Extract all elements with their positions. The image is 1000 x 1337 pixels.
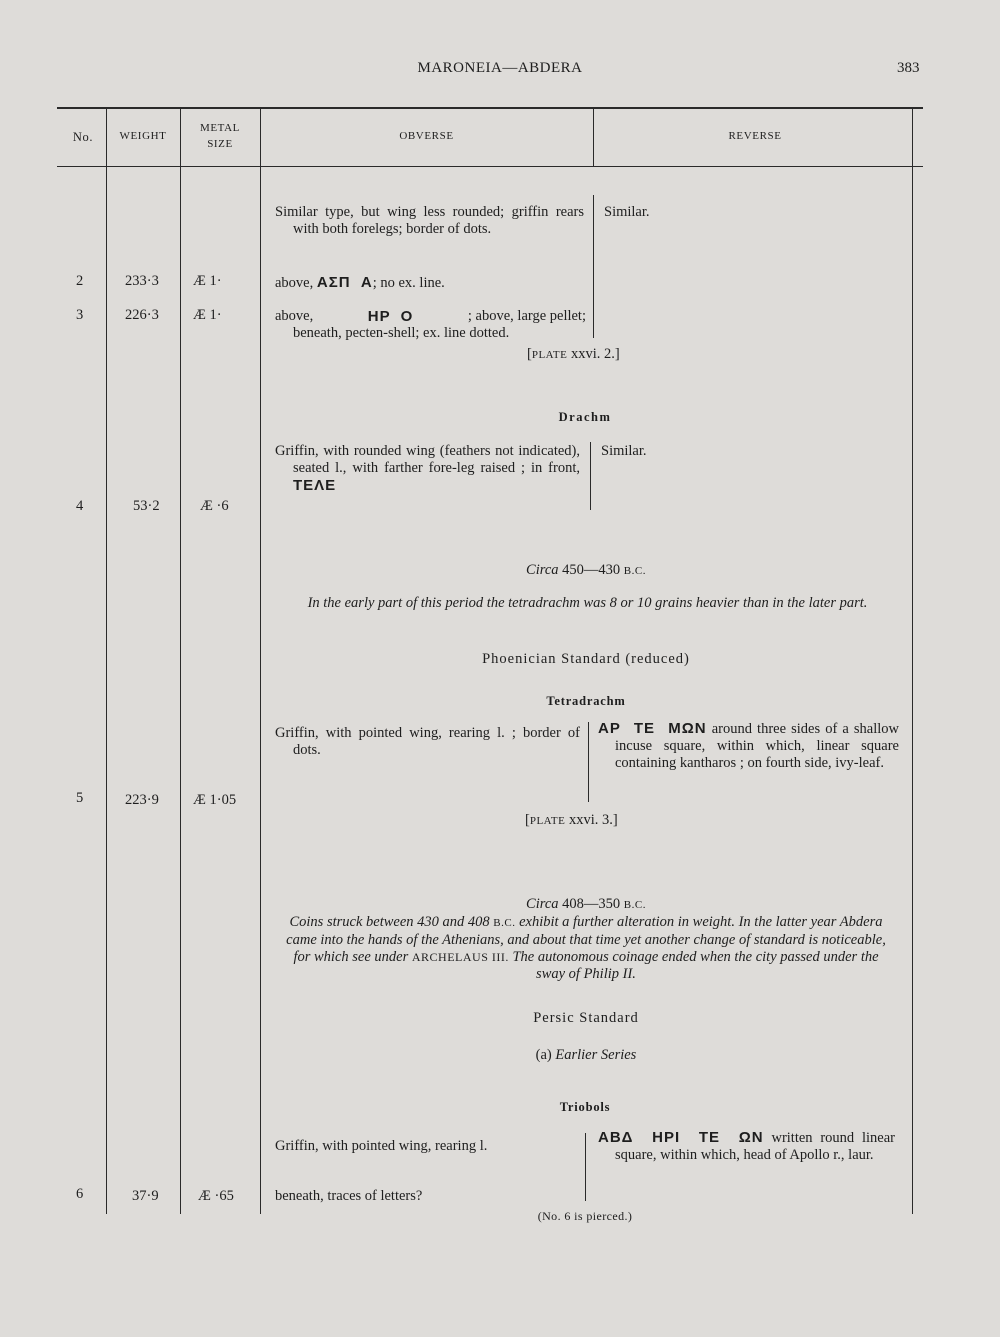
- section-heading-triobols: Triobols: [559, 1100, 611, 1114]
- col-header-obverse: OBVERSE: [399, 130, 454, 142]
- standard-phoenician: Phoenician Standard (reduced): [482, 651, 690, 667]
- row-3-obverse-pre: above,: [275, 308, 314, 324]
- col-divider-no: [106, 108, 107, 1214]
- row-6-weight: 37·9: [132, 1188, 159, 1204]
- row-3-weight: 226·3: [125, 307, 159, 323]
- entry-1-reverse: Similar.: [604, 204, 650, 220]
- row-2-obverse-post: ; no ex. line.: [372, 275, 445, 291]
- row-6-obverse-1: Griffin, with pointed wing, rearing l.: [275, 1138, 488, 1154]
- plate-bracket: [: [525, 812, 530, 828]
- row-5-reverse-text: around three sides of a shallow incuse square, within which, linear square containing kantharos ; on fourth side, ivy-leaf.: [615, 721, 899, 771]
- page-title: MARONEIA—ABDERA: [417, 60, 583, 76]
- row-4-weight: 53·2: [133, 498, 160, 514]
- col-divider-weight: [180, 108, 181, 1214]
- row-4-reverse: Similar.: [601, 443, 647, 459]
- row-6-obverse-2: beneath, traces of letters?: [275, 1188, 423, 1204]
- col-divider-right-edge: [912, 108, 913, 1214]
- row-6-reverse: [598, 1129, 896, 1164]
- row-5-legend: AP TE MΩN: [598, 720, 707, 737]
- page-number: 383: [897, 60, 920, 76]
- section-note-450: In the early part of this period the tetradrachm was 8 or 10 grains heavier than in the later part.: [307, 595, 868, 611]
- row-4-divider: [590, 442, 591, 510]
- standard-persic: Persic Standard: [533, 1010, 639, 1026]
- circa-label: Circa: [526, 562, 559, 578]
- plate-number: xxvi. 2.]: [567, 346, 620, 362]
- row-5-number: 5: [76, 790, 84, 806]
- row-3-obverse-line2: beneath, pecten-shell; ex. line dotted.: [293, 325, 510, 341]
- row-3-legend: HP O: [367, 308, 414, 325]
- row-2-weight: 233·3: [125, 273, 159, 289]
- row-4-obverse-text: Griffin, with rounded wing (feathers not indicated), seated l., with farther fore-leg raised ; in front,: [275, 443, 580, 476]
- note-name: ARCHELAUS III.: [411, 950, 509, 964]
- row-2-number: 2: [76, 273, 84, 289]
- plate-label: PLATE: [529, 815, 566, 827]
- row-3-plate-ref: [527, 346, 620, 364]
- col-header-reverse: REVERSE: [728, 130, 782, 142]
- row-6-divider: [585, 1133, 586, 1201]
- row-4-number: 4: [76, 498, 84, 514]
- note-part-b: exhibit a further alteration in weight. In the latter year Abdera came into the hands of the Athenians, and about that time yet another change of standard is noticeable, for which see under: [286, 914, 886, 965]
- date-bc: B.C.: [623, 565, 646, 577]
- plate-bracket: [: [527, 346, 532, 362]
- circa-label: Circa: [526, 896, 559, 912]
- row-5-plate-ref: [525, 812, 618, 830]
- row-5-obverse: Griffin, with pointed wing, rearing l. ; border of dots.: [275, 725, 580, 758]
- plate-label: PLATE: [531, 349, 568, 361]
- table-top-rule: [57, 107, 923, 109]
- row-6-metal: Æ ·65: [198, 1188, 234, 1204]
- series-name: Earlier Series: [555, 1047, 637, 1063]
- note-bc: B.C.: [493, 917, 516, 929]
- table-header-rule: [57, 166, 923, 167]
- series-label: [260, 1047, 912, 1064]
- series-prefix: (a): [535, 1047, 556, 1063]
- note-part-a: Coins struck between 430 and 408: [289, 914, 494, 930]
- row-2-obverse: [275, 274, 445, 292]
- entry-1-obverse: Similar type, but wing less rounded; griffin rears with both forelegs; border of dots.: [275, 204, 584, 237]
- col-header-weight: WEIGHT: [119, 130, 167, 142]
- entry-1-divider: [593, 195, 594, 338]
- row-2-metal: Æ 1·: [193, 273, 222, 289]
- section-heading-tetradrachm: Tetradrachm: [546, 694, 626, 708]
- col-header-metal: METAL: [199, 122, 240, 134]
- row-4-metal: Æ ·6: [200, 498, 229, 514]
- date-range: 408—350: [558, 896, 624, 912]
- col-header-size: SIZE: [207, 138, 233, 150]
- row-5-reverse: [598, 720, 899, 772]
- row-6-footnote: (No. 6 is pierced.): [537, 1209, 633, 1223]
- section-heading-drachm: Drachm: [558, 410, 612, 424]
- section-date-450: [260, 562, 912, 580]
- row-5-weight: 223·9: [125, 792, 159, 808]
- row-4-legend: TEΛE: [293, 477, 337, 494]
- section-note-408: [280, 914, 892, 983]
- row-6-number: 6: [76, 1186, 84, 1202]
- row-3-obverse: [275, 308, 586, 342]
- col-divider-obverse-header: [593, 108, 594, 166]
- row-6-legend: ABΔ HPI TE ΩN: [598, 1129, 764, 1146]
- date-bc: B.C.: [623, 899, 646, 911]
- row-3-obverse-post: ; above, large pellet;: [467, 308, 586, 324]
- row-2-legend: AΣΠ A: [316, 274, 373, 291]
- row-4-obverse: [275, 443, 580, 495]
- note-part-c: The autonomous coinage ended when the city passed under the sway of Philip II.: [508, 949, 879, 982]
- section-date-408: [260, 896, 912, 914]
- row-5-divider: [588, 722, 589, 802]
- plate-number: xxvi. 3.]: [565, 812, 618, 828]
- row-3-metal: Æ 1·: [193, 307, 222, 323]
- col-header-no: No.: [72, 130, 94, 144]
- row-5-metal: Æ 1·05: [193, 792, 237, 808]
- date-range: 450—430: [558, 562, 624, 578]
- row-3-number: 3: [76, 307, 84, 323]
- row-2-obverse-pre: above,: [275, 275, 314, 291]
- row-6-reverse-text: written round linear square, within which, head of Apollo r., laur.: [615, 1130, 896, 1163]
